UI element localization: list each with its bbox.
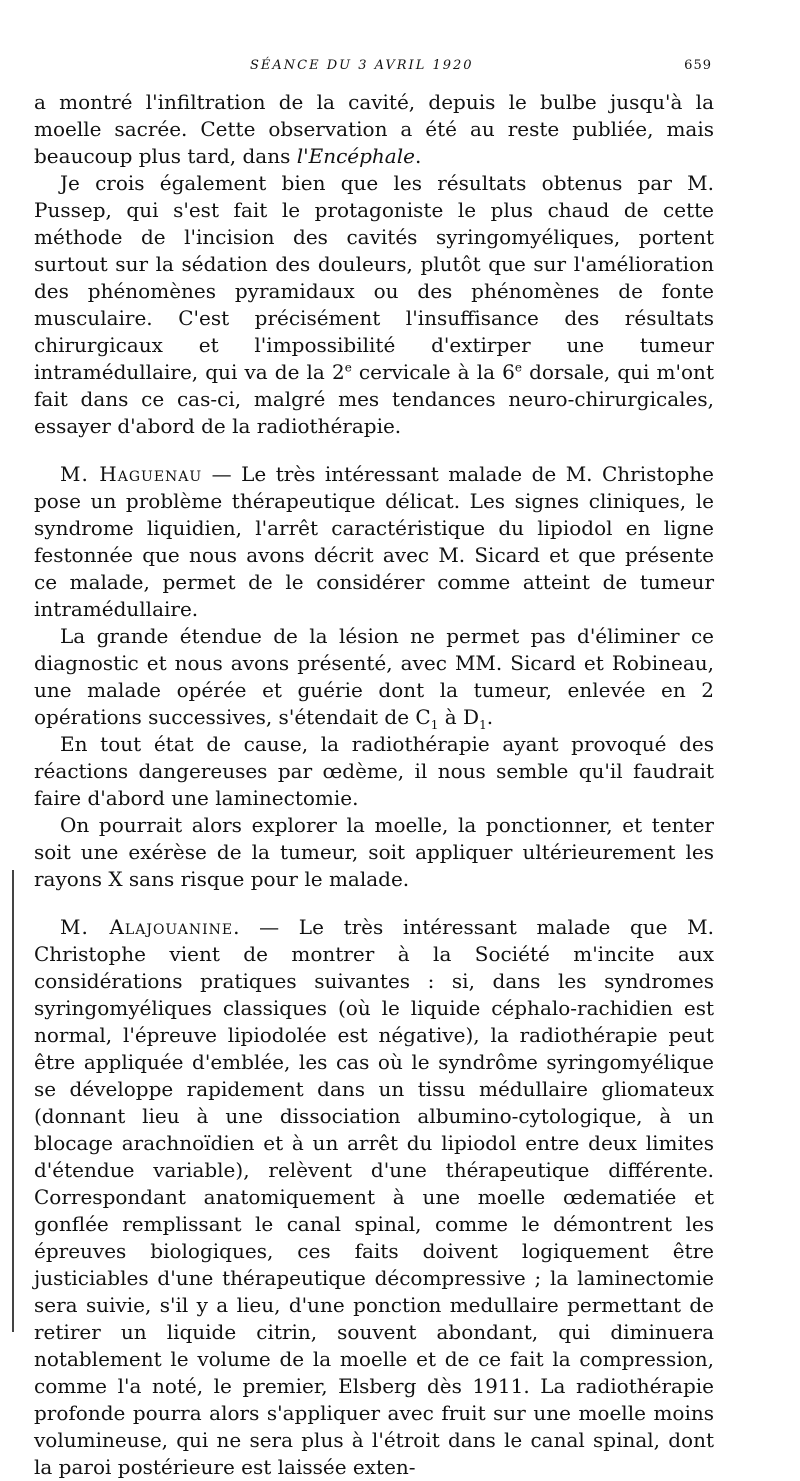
paragraph-2: Je crois également bien que les résultats obtenus par M. Pussep, qui s'est fait le protagoniste le plus chaud de cette méthode de l'incision des cavités syringomyéliques, portent surtout sur la sédation des douleurs, plutôt que sur l'amélioration des phénomènes pyramidaux ou des phénomènes de fonte musculaire. C'est précisément l'insuffisance des résultats chirurgicaux et l'impossibilité d'extirper une tumeur intramédullaire, qui va de la 2e cervicale à la 6e dorsale, qui m'ont fait dans ce cas-ci, malgré mes tendances neuro-chirurgicales, essayer d'abord de la radiothérapie. [34, 171, 714, 438]
paragraph-haguenau: M. Haguenau — Le très intéressant malade de M. Christophe pose un problème thérapeutique délicat. Les signes cliniques, le syndrome liquidien, l'arrêt caractéristique du lipiodol en ligne festonnée que nous avons décrit avec M. Sicard et que présente ce malade, permet de le considérer comme atteint de tumeur intramédullaire. [34, 462, 714, 621]
margin-rule [12, 870, 14, 1332]
speaker-alajouanine: M. Alajouanine [60, 915, 234, 939]
paragraph-6: On pourrait alors explorer la moelle, la ponctionner, et tenter soit une exérèse de la tumeur, soit appliquer ultérieurement les rayons X sans risque pour le malade. [34, 813, 714, 891]
paragraph-alajouanine: M. Alajouanine. — Le très intéressant malade que M. Christophe vient de montrer à la Société m'incite aux considérations pratiques suivantes : si, dans les syndromes syringomyéliques classiques (où le liquide céphalo-rachidien est normal, l'épreuve lipiodolée est négative), la radiothérapie peut être appliquée d'emblée, les cas où le syndrôme syringomyélique se développe rapidement dans un tissu médullaire gliomateux (donnant lieu à une dissociation albumino-cytologique, à un blocage arachnoïdien et à un arrêt du lipiodol entre deux limites d'étendue variable), relèvent d'une thérapeutique différente. Correspondant anatomiquement à une moelle œdematiée et gonflée remplissant le canal spinal, comme le démontrent les épreuves biologiques, ces faits doivent logiquement être justiciables d'une thérapeutique décompressive ; la laminectomie sera suivie, s'il y a lieu, d'une ponction medullaire permettant de retirer un liquide citrin, souvent abondant, qui diminuera notablement le volume de la moelle et de ce fait la compression, comme l'a noté, le premier, Elsberg dès 1911. La radiothérapie profonde pourra alors s'appliquer avec fruit sur une moelle moins volumineuse, qui ne sera plus à l'étroit dans le canal spinal, dont la paroi postérieure est laissée exten- [34, 915, 714, 1479]
speaker-haguenau: M. Haguenau [60, 462, 203, 486]
running-title: SÉANCE DU 3 AVRIL 1920 [250, 58, 474, 73]
paragraph-5: En tout état de cause, la radiothérapie ayant provoqué des réactions dangereuses par œdème, il nous semble qu'il faudrait faire d'abord une laminectomie. [34, 732, 714, 810]
paragraph-1: a montré l'infiltration de la cavité, depuis le bulbe jusqu'à la moelle sacrée. Cette observation a été au reste publiée, mais beaucoup plus tard, dans l'Encéphale. [34, 90, 714, 168]
page-number: 659 [684, 58, 712, 73]
paragraph-4: La grande étendue de la lésion ne permet pas d'éliminer ce diagnostic et nous avons présenté, avec MM. Sicard et Robineau, une malade opérée et guérie dont la tumeur, enlevée en 2 opérations successives, s'étendait de $C_1$ à $D_1$. [34, 624, 714, 732]
page-body [34, 55, 714, 1481]
